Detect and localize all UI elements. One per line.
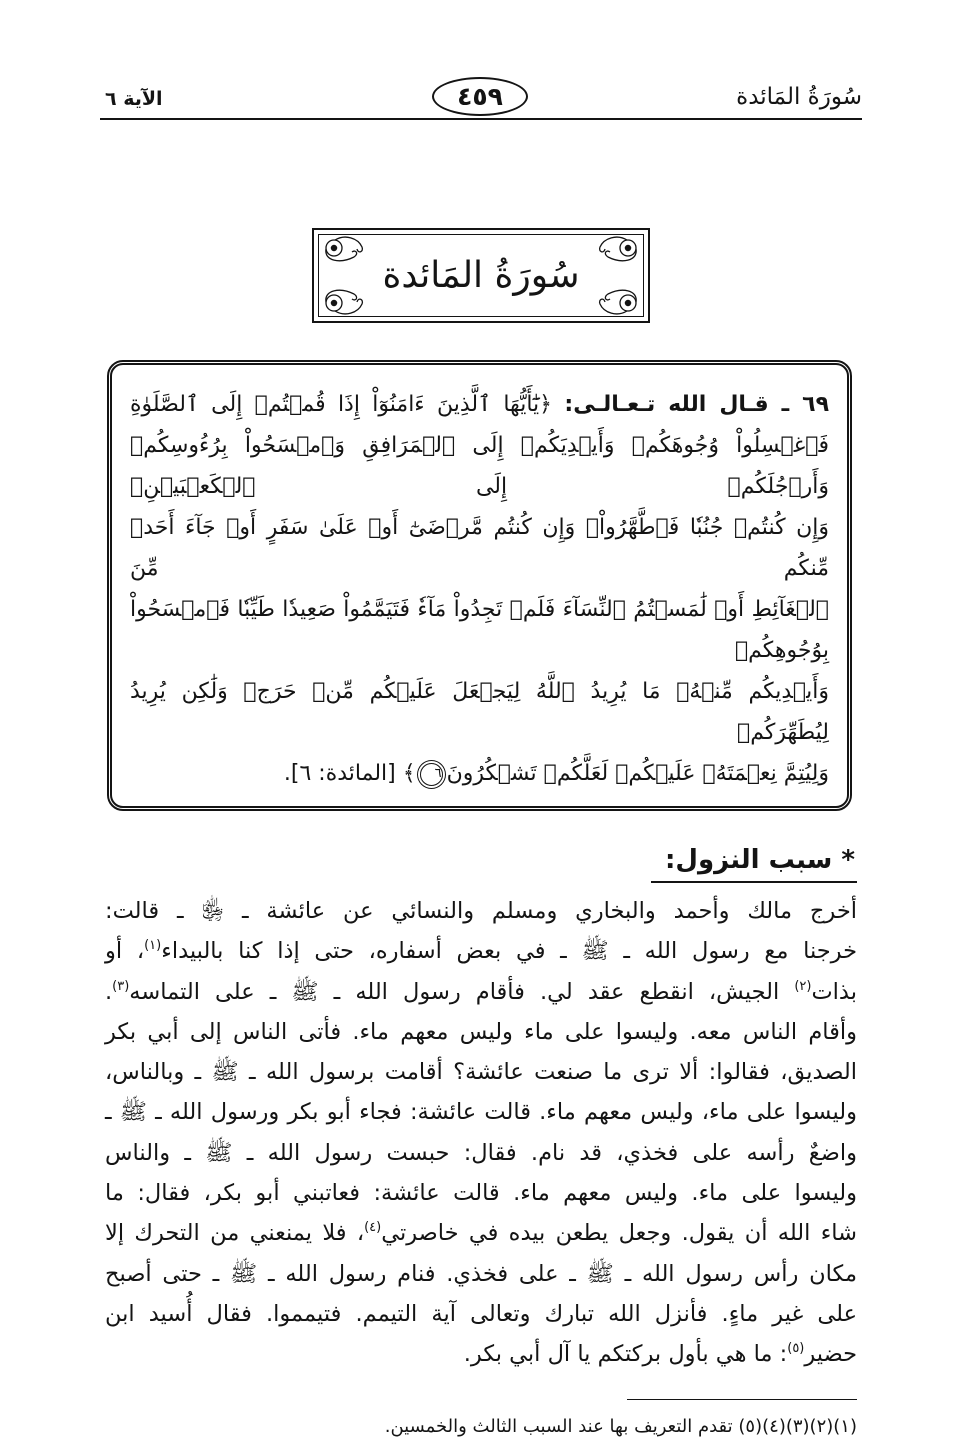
running-header-verse-ref: الآية ٦ [105,88,163,110]
text-run: واضعٌ رأسه على فخذي، قد نام. فقال: حبست رسول الله ـ ﷺ ـ والناس [105,1139,857,1166]
text-run: على غير ماءٍ. فأنزل الله تبارك وتعالى آية التيمم. فتيمموا. فقال أُسيد ابن [105,1300,857,1327]
footnote-marker: (٥) [787,1341,805,1357]
verse-line: وَإِن كُنتُمۡ جُنُبٗا فَٱطَّهَّرُواْۚ وَإِن كُنتُم مَّرۡضَىٰٓ أَوۡ عَلَىٰ سَفَرٍ أَوۡ جَآءَ أَحَدٞ مِّنكُم مِّنَ [130,515,829,581]
footnote: (١)(٢)(٣)(٤)(٥) تقدم التعريف بها عند السبب الثالث والخمسين. [384,1416,857,1438]
text-line [105,1092,857,1132]
ayah-number-mark: ٦ [420,763,443,786]
body-paragraph [105,891,857,1375]
text-run: الصديق، فقالوا: ألا ترى ما صنعت عائشة؟ أقامت برسول الله ـ ﷺ ـ وبالناس، [105,1059,857,1086]
text-run: مكان رأس رسول الله ـ ﷺ ـ على فخذي. فنام رسول الله ـ ﷺ ـ حتى أصبح [105,1260,857,1287]
text-run: وليسوا على ماء، وليس معهم ماء. قالت عائشة: فجاء أبو بكر ورسول الله ـ ﷺ ـ [105,1099,857,1126]
text-run: خرجنا مع رسول الله ـ ﷺ ـ في بعض أسفاره، حتى إذا كنا بالبيداء [161,938,857,965]
text-line [105,1254,857,1294]
page-content [105,360,857,1441]
verse-line: وَأَيۡدِيكُم مِّنۡهُۚ مَا يُرِيدُ ٱللَّهُ لِيَجۡعَلَ عَلَيۡكُم مِّنۡ حَرَجٖ وَلَٰكِن يُرِيدُ لِيُطَهِّرَكُمۡ [130,679,829,745]
verse-line [130,753,829,794]
verse-line: فَٱغۡسِلُواْ وُجُوهَكُمۡ وَأَيۡدِيَكُمۡ إِلَى ٱلۡمَرَافِقِ وَٱمۡسَحُواْ بِرُءُوسِكُمۡ وَأَرۡجُلَكُمۡ إِلَى ٱلۡكَعۡبَيۡنِۚ [130,433,829,499]
section-heading: * سبب النزول: [651,841,857,883]
footnote-marker: (٤) [364,1220,382,1236]
text-line [105,1052,857,1092]
text-run: أخرج مالك وأحمد والبخاري ومسلم والنسائي عن عائشة ـ ﵂ ـ قالت: [105,898,857,924]
page-number-oval [432,77,528,116]
text-run: : ما هي بأول بركتكم يا آل أبي بكر. [463,1341,788,1368]
verse-line [130,384,829,425]
footnote-marker: (٢) [794,978,812,994]
text-line [105,1173,857,1213]
text-line [105,1334,857,1374]
text-run: . [105,978,113,1005]
text-line [105,931,857,971]
page-number: ٤٥٩ [457,82,503,111]
text-line [105,1213,857,1253]
text-line [105,891,857,931]
surah-title: سُورَةُ المَائدة [382,254,580,296]
surah-title-box [312,228,650,323]
text-run: بذات [811,978,857,1005]
text-line [105,1294,857,1334]
text-line [105,1133,857,1173]
footnote-marker: (٣) [112,978,130,994]
verse-line: ٱلۡغَآئِطِ أَوۡ لَٰمَسۡتُمُ ٱلنِّسَآءَ فَلَمۡ تَجِدُواْ مَآءٗ فَتَيَمَّمُواْ صَعِيدٗا طَيِّبٗا فَٱمۡسَحُواْ بِوُجُوهِكُمۡ [130,597,829,663]
text-run: ، أو [105,938,145,965]
text-run: حضير [804,1341,857,1368]
text-run: وليسوا على ماء. وليس معهم ماء. قالت عائشة: فعاتبني أبو بكر، فقال: ما [105,1180,857,1207]
text-line [105,1012,857,1052]
text-run: شاء الله أن يقول. وجعل يطعن بيده في خاصرتي [381,1220,857,1247]
section-heading-wrap [105,841,857,883]
text-run: ، فلا يمنعني من التحرك إلا [105,1220,365,1247]
verse-text: ﴿يَٰٓأَيُّهَا ٱلَّذِينَ ءَامَنُوٓاْ إِذَا قُمۡتُمۡ إِلَى ٱلصَّلَوٰةِ [130,392,553,417]
text-run: الجيش، انقطع عقد لي. فأقام رسول الله ـ ﷺ ـ على التماسه [129,978,795,1005]
text-line [105,972,857,1012]
text-run: وأقام الناس معه. وليسوا على ماء وليس معهم ماء. فأتى الناس إلى أبي بكر [105,1018,857,1045]
footnote-marker: (١) [144,938,162,954]
verse-reference: [المائدة: ٦]. [283,761,396,786]
header-rule [100,118,862,120]
running-header-surah-title: سُورَةُ المَائدة [736,84,862,110]
verse-close-bracket: ﴾ [402,761,416,786]
verse-box [107,360,852,811]
verse-intro: ٦٩ ـ قـال الله تـعـالـى: [564,392,830,417]
footnote-separator [627,1399,857,1401]
verse-text: وَلِيُتِمَّ نِعۡمَتَهُۥ عَلَيۡكُمۡ لَعَلَّكُمۡ تَشۡكُرُونَ [446,761,829,786]
